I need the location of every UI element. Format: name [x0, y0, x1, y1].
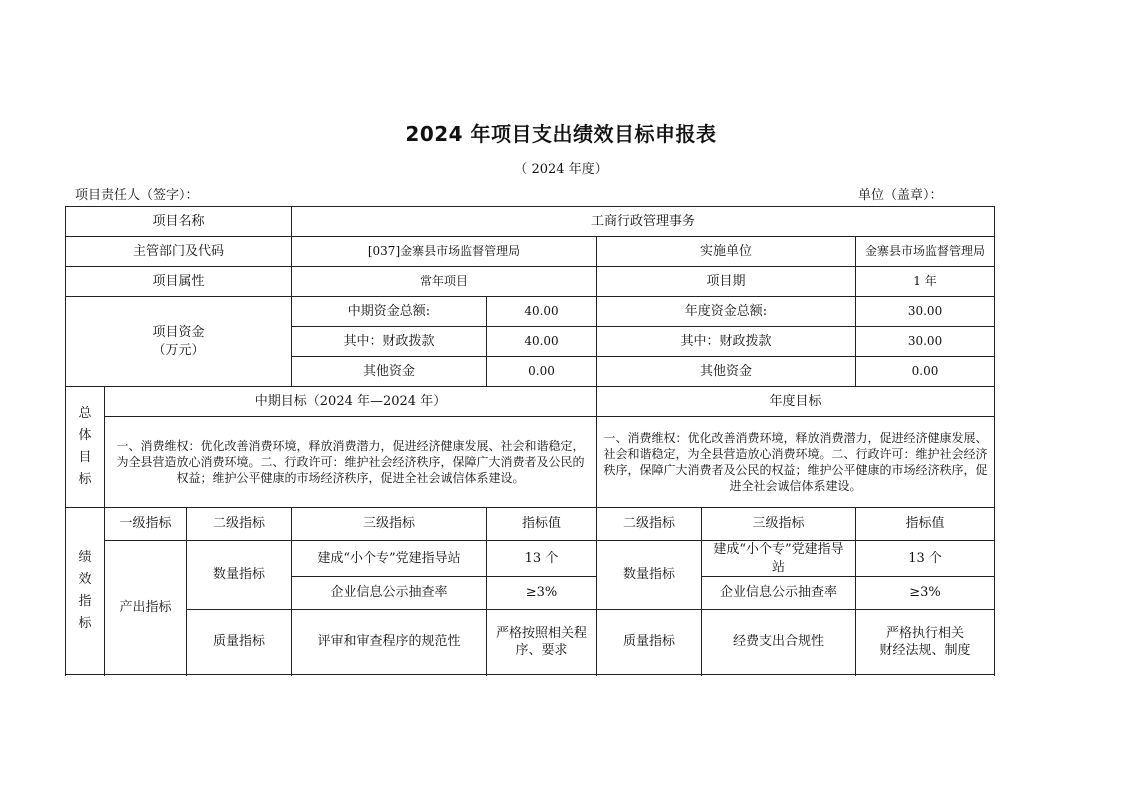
row-funds-total — [66, 297, 995, 327]
signer-label: 项目责任人（签字）： — [75, 188, 199, 203]
row-indicator-header — [66, 508, 995, 541]
header-year-level3: 三级指标 — [702, 508, 856, 541]
mid-fiscal-value: 40.00 — [487, 327, 597, 357]
year-value: 13 个 — [856, 541, 995, 577]
indicators-side-char: 绩 — [78, 550, 92, 566]
project-name-value: 工商行政管理事务 — [292, 207, 995, 237]
subtitle-open: （ — [514, 162, 528, 177]
dept-value: [037]金寨县市场监督管理局 — [292, 237, 597, 267]
table-row — [66, 610, 995, 675]
mid-level3: 企业信息公示抽查率 — [292, 577, 487, 610]
mid-fiscal-label: 其中：财政拨款 — [292, 327, 487, 357]
mid-value — [487, 610, 597, 675]
subtitle-label: 年度） — [568, 162, 608, 177]
year-total-value: 30.00 — [856, 297, 995, 327]
mid-other-label: 其他资金 — [292, 357, 487, 387]
mid-goal-text: 一、消费维权：优化改善消费环境，释放消费潜力，促进经济健康发展、社会和谐稳定，为全县营造放心消费环境。二、行政许可：维护社会经济秩序，保障广大消费者及公民的权益；维护公平健康的市场经济秩序，促进全社会诚信体系建设。 — [105, 417, 597, 508]
row-project-name — [66, 207, 995, 237]
header-level2: 二级指标 — [187, 508, 292, 541]
year-subtitle — [0, 158, 1122, 177]
impl-unit-value: 金寨县市场监督管理局 — [856, 237, 995, 267]
indicators-side-char: 指 — [78, 594, 92, 610]
funds-label — [66, 297, 292, 387]
indicators-side-char: 标 — [78, 616, 92, 632]
subtitle-year: 2024 — [531, 162, 565, 177]
mid-value-line2: 序、要求 — [515, 643, 568, 659]
quantity-label: 数量指标 — [187, 541, 292, 610]
row-attribute — [66, 267, 995, 297]
header-level1: 一级指标 — [105, 508, 187, 541]
dept-label: 主管部门及代码 — [66, 237, 292, 267]
level1-output: 产出指标 — [105, 541, 187, 675]
goals-side-char: 体 — [78, 428, 92, 443]
year-value-line1: 严格执行相关 — [886, 625, 965, 641]
goals-side-label — [66, 387, 105, 508]
mid-goal-header: 中期目标（2024 年—2024 年） — [105, 387, 597, 417]
mid-value: ≥3% — [487, 577, 597, 610]
header-year-level2: 二级指标 — [597, 508, 702, 541]
row-goals-text — [66, 417, 995, 508]
period-value: 1 年 — [856, 267, 995, 297]
row-goals-header — [66, 387, 995, 417]
mid-total-value: 40.00 — [487, 297, 597, 327]
funds-label-line1: 项目资金 — [152, 324, 205, 340]
year-value-line2: 财经法规、制度 — [879, 643, 971, 659]
seal-label: 单位（盖章）： — [858, 188, 943, 203]
project-name-label: 项目名称 — [66, 207, 292, 237]
indicators-side-label — [66, 508, 105, 675]
year-level3: 企业信息公示抽查率 — [702, 577, 856, 610]
mid-level3: 建成“小个专”党建指导站 — [292, 541, 487, 577]
year-value: ≥3% — [856, 577, 995, 610]
header-value: 指标值 — [487, 508, 597, 541]
year-fiscal-value: 30.00 — [856, 327, 995, 357]
year-other-label: 其他资金 — [597, 357, 856, 387]
year-fiscal-label: 其中：财政拨款 — [597, 327, 856, 357]
table-row — [66, 541, 995, 577]
impl-unit-label: 实施单位 — [597, 237, 856, 267]
page-title: 2024 年项目支出绩效目标申报表 — [405, 122, 717, 146]
year-other-value: 0.00 — [856, 357, 995, 387]
mid-total-label: 中期资金总额: — [292, 297, 487, 327]
year-level3: 建成“小个专”党建指导站 — [702, 541, 856, 577]
goals-side-char: 总 — [78, 406, 92, 421]
funds-label-line2: （万元） — [152, 342, 205, 358]
quality-label: 质量指标 — [187, 610, 292, 675]
year-goal-text: 一、消费维权：优化改善消费环境，释放消费潜力，促进经济健康发展、社会和谐稳定，为全县营造放心消费环境。二、行政许可：维护社会经济秩序，保障广大消费者及公民的权益；维护公平健康的市场经济秩序，促进全社会诚信体系建设。 — [597, 417, 995, 508]
mid-level3: 评审和审查程序的规范性 — [292, 610, 487, 675]
performance-target-table — [65, 206, 995, 675]
year-quality-label: 质量指标 — [597, 610, 702, 675]
goals-side-char: 标 — [78, 472, 92, 487]
attr-label: 项目属性 — [66, 267, 292, 297]
attr-value: 常年项目 — [292, 267, 597, 297]
mid-value-line1: 严格按照相关程 — [495, 625, 587, 641]
year-value — [856, 610, 995, 675]
period-label: 项目期 — [597, 267, 856, 297]
year-level3: 经费支出合规性 — [702, 610, 856, 675]
year-total-label: 年度资金总额: — [597, 297, 856, 327]
indicators-side-char: 效 — [78, 572, 92, 588]
goals-side-char: 目 — [78, 450, 92, 465]
year-goal-header: 年度目标 — [597, 387, 995, 417]
year-quantity-label: 数量指标 — [597, 541, 702, 610]
header-year-value: 指标值 — [856, 508, 995, 541]
row-department — [66, 237, 995, 267]
header-level3: 三级指标 — [292, 508, 487, 541]
mid-other-value: 0.00 — [487, 357, 597, 387]
mid-value: 13 个 — [487, 541, 597, 577]
